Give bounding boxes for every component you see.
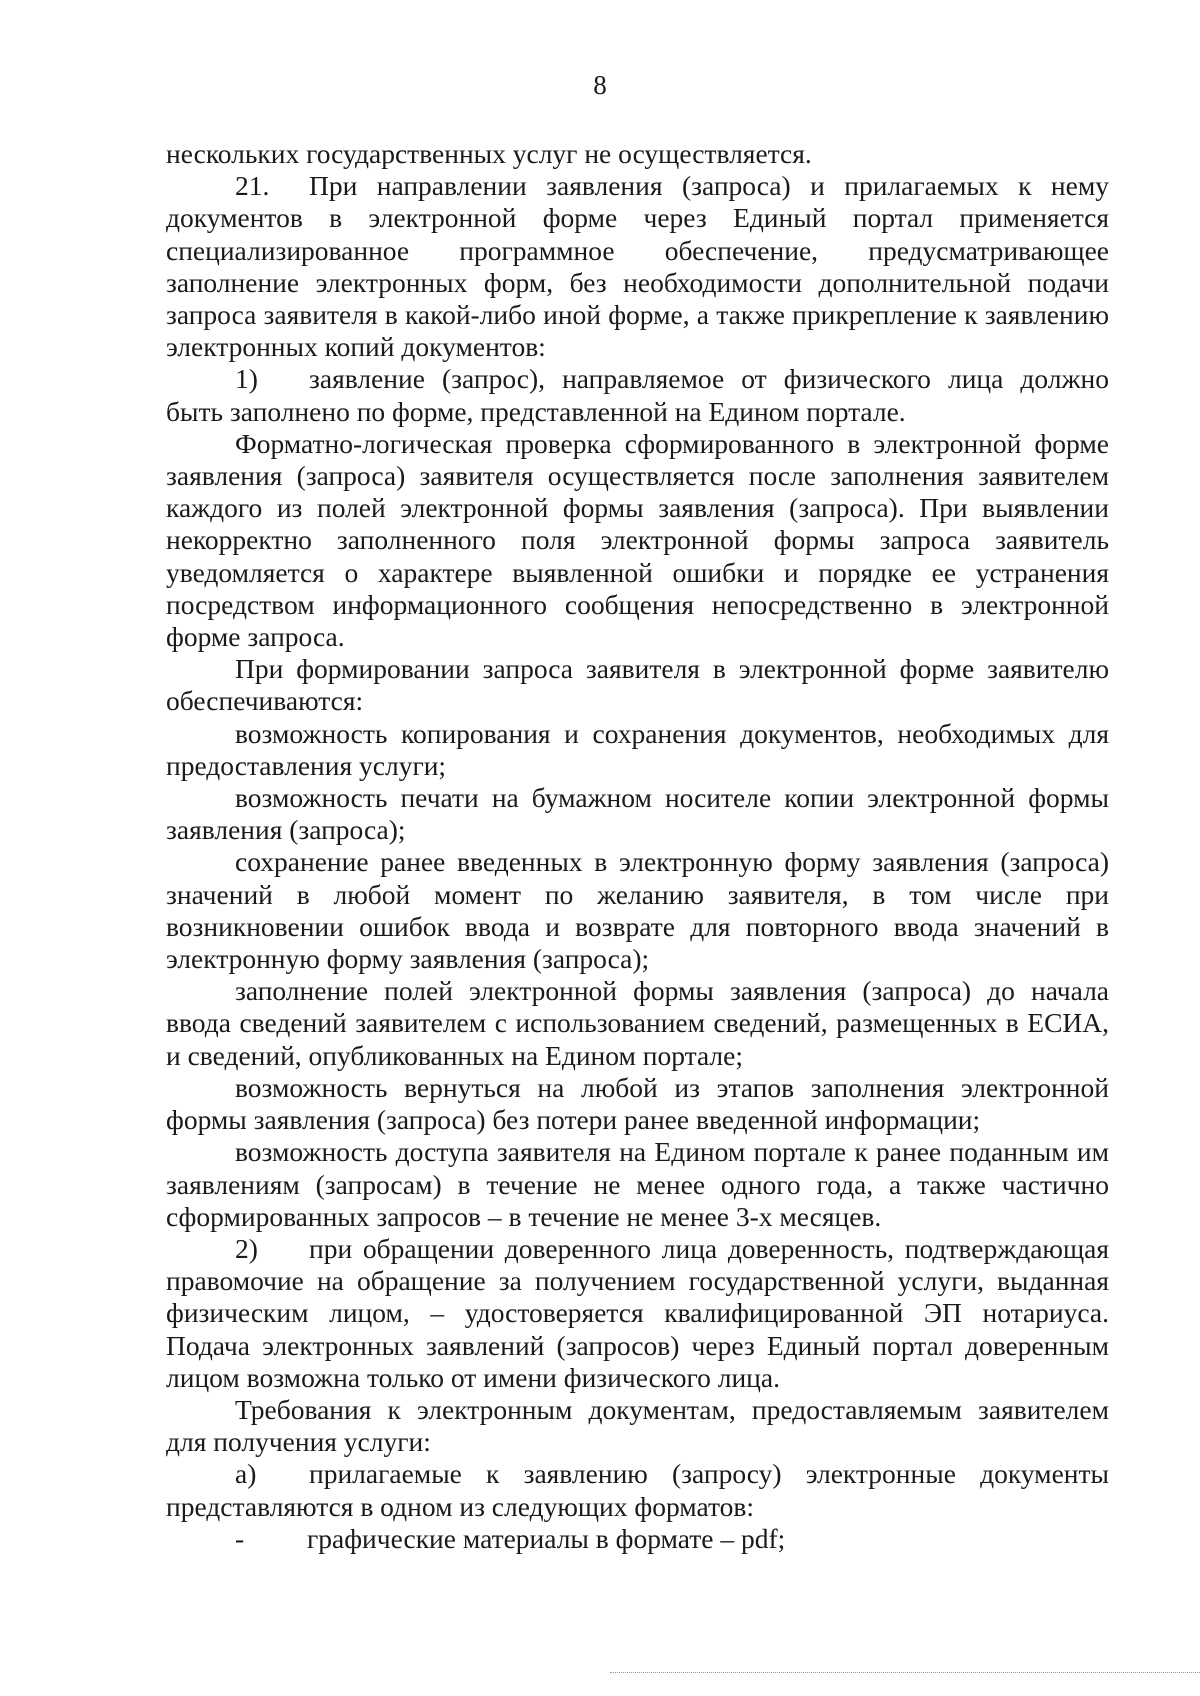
item-number: 21.	[235, 170, 270, 202]
item-number: 2)	[235, 1232, 258, 1264]
paragraph: возможность копирования и сохранения документов, необходимых для предоставления услуги;	[166, 717, 1109, 781]
paragraph: возможность печати на бумажном носителе копии электронной формы заявления (запроса);	[166, 782, 1109, 846]
paragraph-text: при обращении доверенного лица доверенность, подтверждающая правомочие на обращение за получением государственной услуги, выданная физическим лицом, – удостоверяется квалифицированной ЭП нотариуса. Подача электронных заявлений (запросов) через Единый портал доверенным лицом возможна только от имени физического лица.	[166, 1232, 1109, 1393]
dash-list-item	[166, 1523, 1109, 1555]
paragraph: заполнение полей электронной формы заявления (запроса) до начала ввода сведений заявителем с использованием сведений, размещенных в ЕСИА, и сведений, опубликованных на Едином портале;	[166, 975, 1109, 1071]
item-number: 1)	[235, 363, 258, 395]
paragraph: возможность вернуться на любой из этапов заполнения электронной формы заявления (запроса) без потери ранее введенной информации;	[166, 1071, 1109, 1136]
item-number: а)	[235, 1458, 257, 1490]
paragraph: сохранение ранее введенных в электронную форму заявления (запроса) значений в любой момент по желанию заявителя, в том числе при возникновении ошибок ввода и возврате для повторного ввода значений в электронную форму заявления (запроса);	[166, 846, 1109, 975]
numbered-paragraph	[166, 1458, 1109, 1522]
numbered-paragraph	[166, 1233, 1109, 1394]
list-dash: -	[235, 1522, 245, 1554]
paragraph: Форматно-логическая проверка сформированного в электронной форме заявления (запроса) заявителя осуществляется после заполнения заявителем каждого из полей электронной формы заявления (запроса). При выявлении некорректно заполненного поля электронной формы запроса заявитель уведомляется о характере выявленной ошибки и порядке ее устранения посредством информационного сообщения непосредственно в электронной форме запроса.	[166, 427, 1109, 653]
paragraph-text: При направлении заявления (запроса) и прилагаемых к нему документов в электронной форме через Единый портал применяется специализированное программное обеспечение, предусматривающее заполнение электронных форм, без необходимости дополнительной подачи запроса заявителя в какой-либо иной форме, а также прикрепление к заявлению электронных копий документов:	[166, 170, 1109, 363]
paragraph-text: заявление (запрос), направляемое от физического лица должно быть заполнено по форме, представленной на Едином портале.	[166, 363, 1109, 427]
paragraph: При формировании запроса заявителя в электронной форме заявителю обеспечиваются:	[166, 653, 1109, 717]
page-number: 8	[593, 70, 607, 100]
footer-divider	[610, 1672, 1200, 1673]
document-body	[166, 138, 1109, 1555]
paragraph-text: прилагаемые к заявлению (запросу) электронные документы представляются в одном из следующих форматов:	[166, 1458, 1109, 1522]
paragraph: нескольких государственных услуг не осуществляется.	[166, 138, 812, 169]
numbered-paragraph	[166, 363, 1109, 427]
paragraph: возможность доступа заявителя на Едином портале к ранее поданным им заявлениям (запросам) в течение не менее одного года, а также частично сформированных запросов – в течение не менее 3-х месяцев.	[166, 1136, 1109, 1232]
numbered-paragraph	[166, 170, 1109, 363]
paragraph-text: графические материалы в формате – pdf;	[307, 1522, 786, 1554]
paragraph: Требования к электронным документам, предоставляемым заявителем для получения услуги:	[166, 1393, 1109, 1458]
